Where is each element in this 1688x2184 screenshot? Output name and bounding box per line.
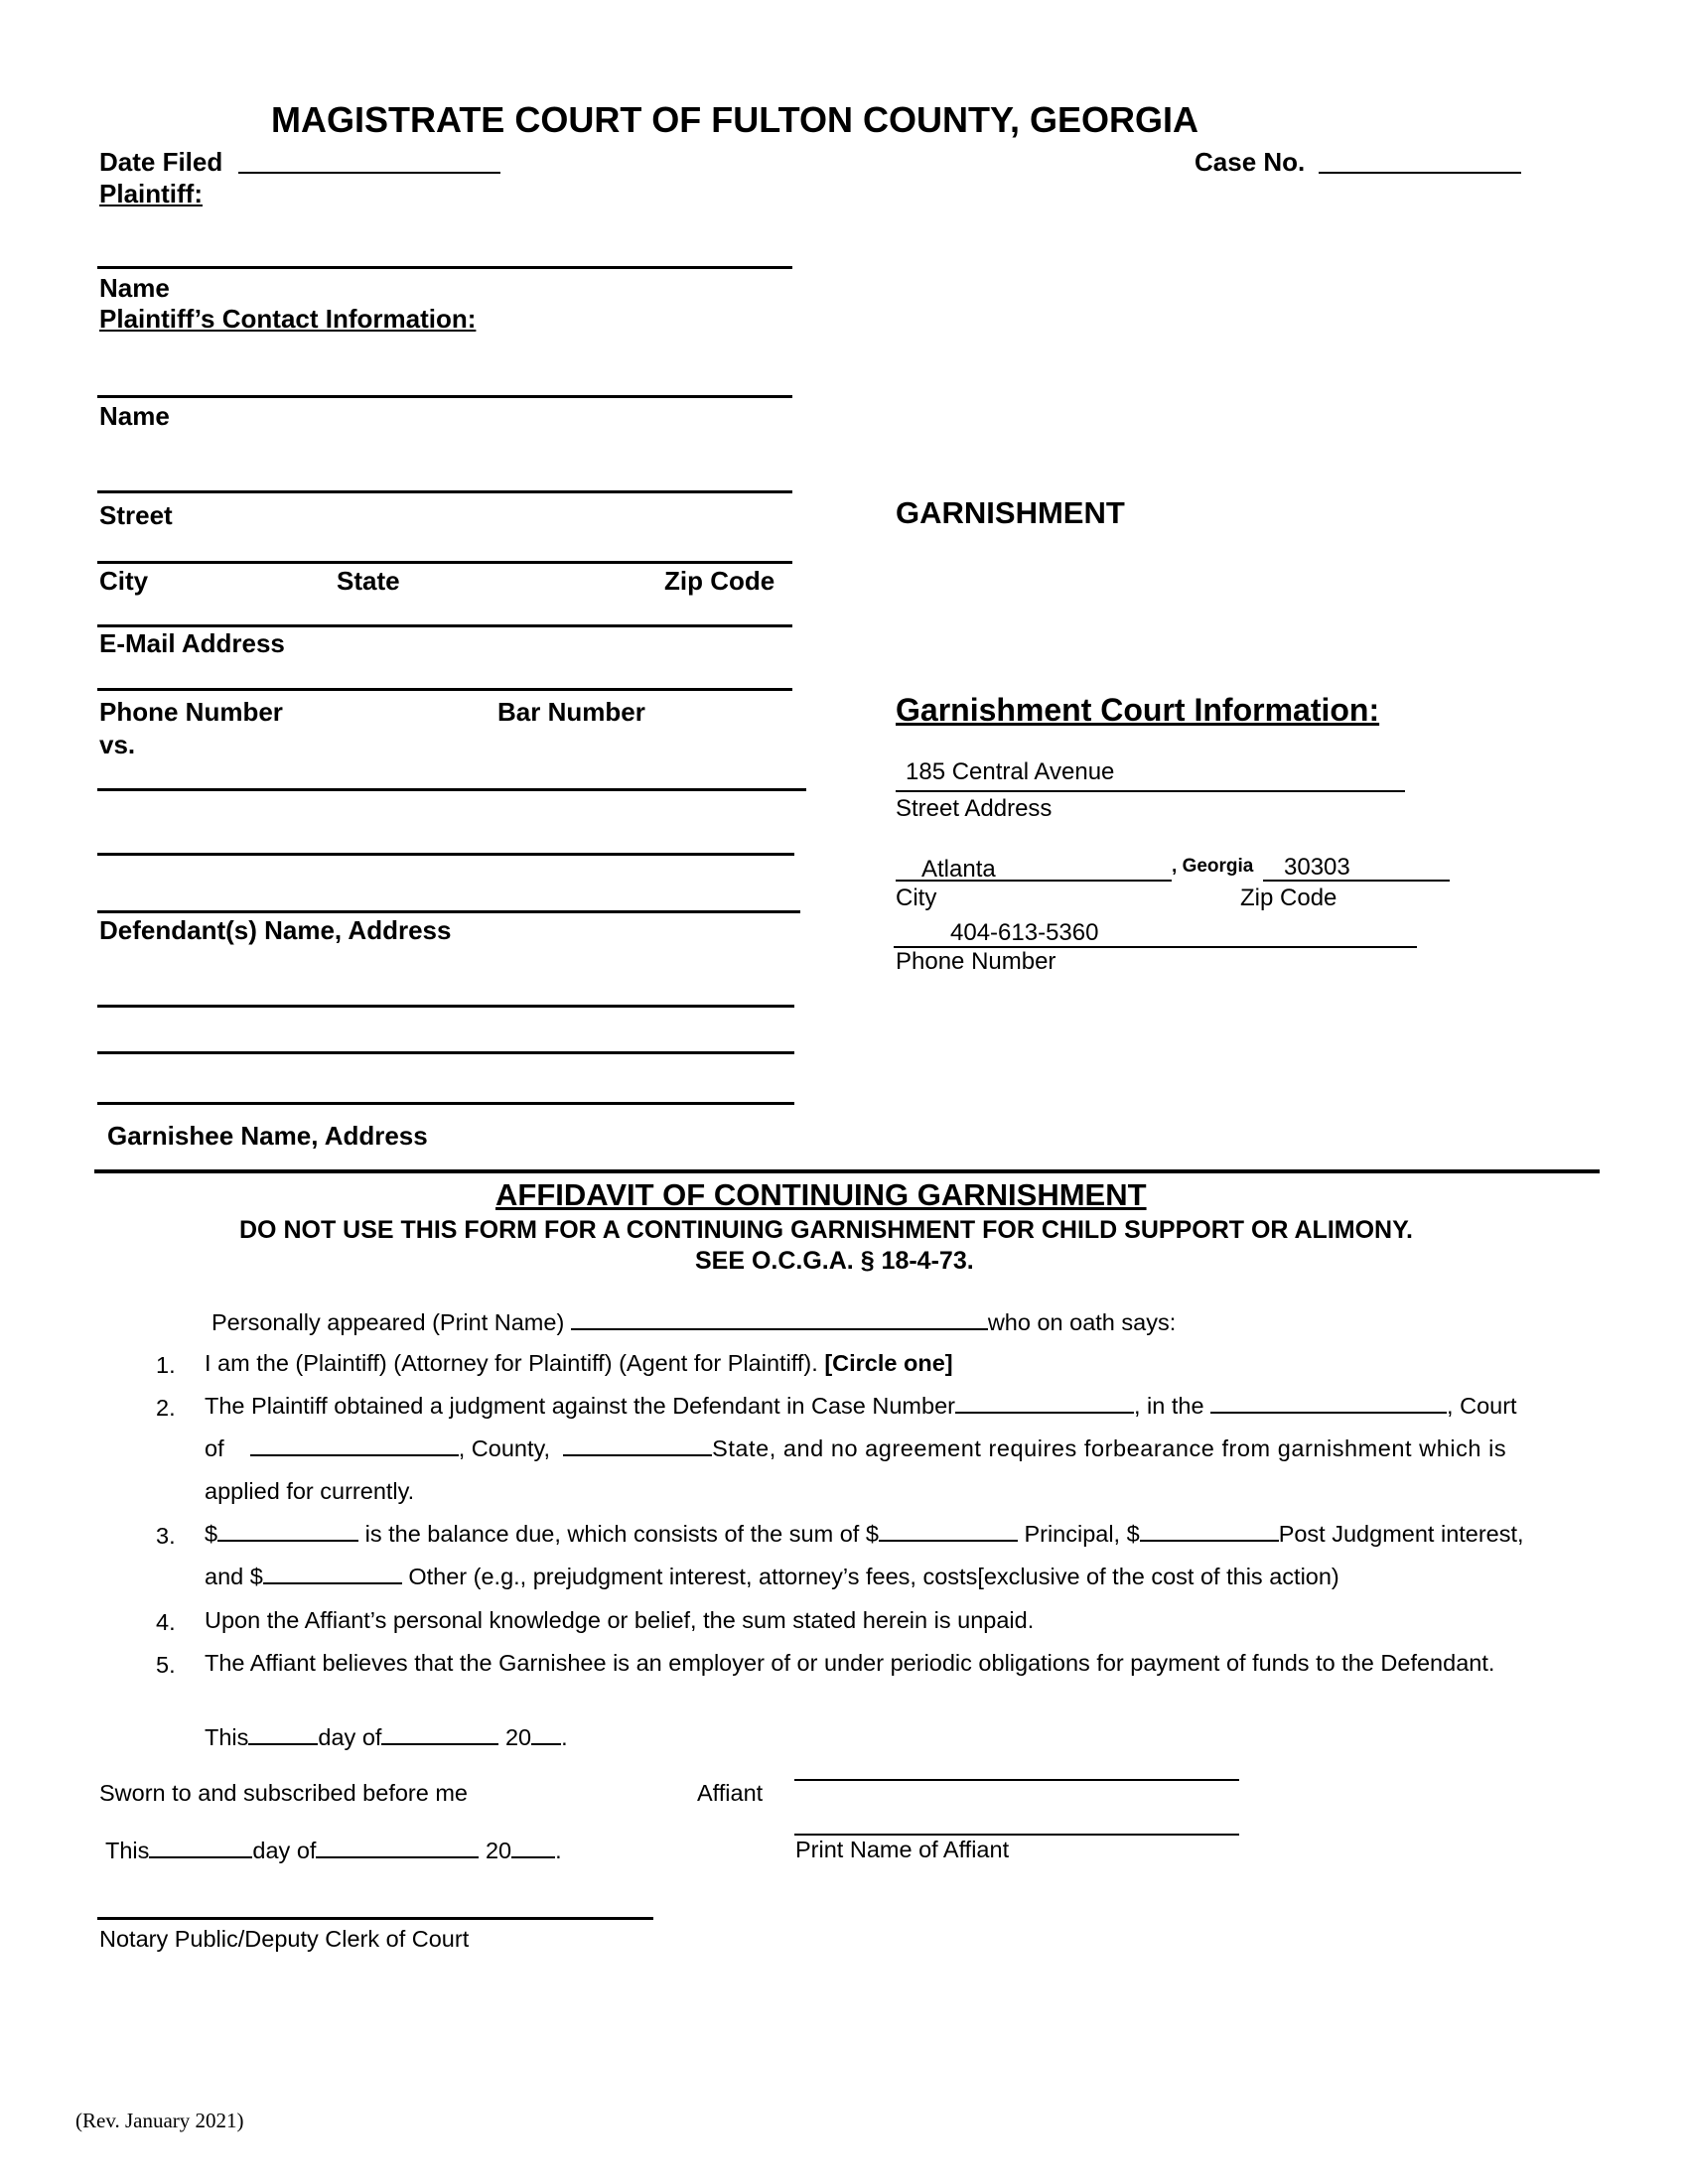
court-info-header: Garnishment Court Information:: [896, 692, 1380, 728]
notary-signature-line[interactable]: [97, 1917, 653, 1920]
balance-due-field[interactable]: [217, 1520, 358, 1542]
city-state-zip-field[interactable]: [97, 561, 792, 564]
garnishee-line-2[interactable]: [97, 1051, 794, 1054]
affiant-day-field[interactable]: [248, 1723, 318, 1745]
item-1-number: 1.: [156, 1352, 176, 1378]
item-3: $ is the balance due, which consists of the sum of $ Principal, $ Post Judgment interest,: [205, 1521, 1524, 1547]
court-street-value: 185 Central Avenue: [906, 758, 1115, 785]
state-label: State: [337, 566, 400, 596]
plaintiff-name-label: Name: [99, 273, 170, 303]
item-4-number: 4.: [156, 1609, 176, 1635]
item-2-line-3: applied for currently.: [205, 1478, 415, 1504]
defendant-line-3[interactable]: [97, 910, 800, 913]
court-city-line: [896, 880, 1172, 882]
court-street-label: Street Address: [896, 795, 1053, 822]
other-amount-field[interactable]: [263, 1563, 402, 1584]
bar-number-label: Bar Number: [497, 697, 645, 727]
city-label: City: [99, 566, 149, 596]
garnishee-label: Garnishee Name, Address: [107, 1121, 428, 1151]
item-5: The Affiant believes that the Garnishee is an employer of or under periodic obligations for payment of funds to the Defendant.: [205, 1650, 1495, 1676]
court-city-label: City: [896, 885, 937, 911]
notary-year-field[interactable]: [511, 1837, 555, 1858]
statute-reference: SEE O.C.G.A. § 18-4-73.: [695, 1247, 974, 1275]
item-2-number: 2.: [156, 1395, 176, 1421]
court-state-value: , Georgia: [1172, 856, 1254, 877]
court-zip-label: Zip Code: [1240, 885, 1337, 911]
zip-label: Zip Code: [664, 566, 775, 596]
court-phone-value: 404-613-5360: [950, 919, 1099, 946]
affiant-signature-line[interactable]: [794, 1779, 1239, 1781]
item-1: I am the (Plaintiff) (Attorney for Plaintiff) (Agent for Plaintiff). [Circle one]: [205, 1350, 953, 1376]
defendant-label: Defendant(s) Name, Address: [99, 915, 452, 945]
contact-name-label: Name: [99, 401, 170, 431]
court-name-field[interactable]: [1210, 1392, 1447, 1414]
street-label: Street: [99, 500, 173, 530]
revision-note: (Rev. January 2021): [75, 2109, 244, 2132]
defendant-line-1[interactable]: [97, 788, 806, 791]
date-filed-label: Date Filed: [99, 147, 223, 177]
affiant-month-field[interactable]: [381, 1723, 498, 1745]
street-field[interactable]: [97, 490, 792, 493]
court-title: MAGISTRATE COURT OF FULTON COUNTY, GEORGIA: [271, 99, 1198, 140]
vs-label: vs.: [99, 730, 136, 759]
item-3-line-2: and $ Other (e.g., prejudgment interest, attorney’s fees, costs[exclusive of the cost of this action): [205, 1564, 1339, 1589]
contact-info-header: Plaintiff’s Contact Information:: [99, 304, 477, 334]
garnishee-line-3[interactable]: [97, 1102, 794, 1105]
principal-field[interactable]: [879, 1520, 1018, 1542]
court-phone-label: Phone Number: [896, 948, 1056, 975]
affidavit-title: AFFIDAVIT OF CONTINUING GARNISHMENT: [495, 1177, 1147, 1212]
court-street-line: [896, 790, 1405, 792]
item-5-number: 5.: [156, 1652, 176, 1678]
court-zip-line: [1263, 880, 1450, 882]
print-name-label: Print Name of Affiant: [795, 1837, 1010, 1862]
county-field[interactable]: [250, 1434, 459, 1456]
case-no-field[interactable]: [1319, 172, 1521, 174]
case-number-field[interactable]: [955, 1392, 1134, 1414]
email-field[interactable]: [97, 624, 792, 627]
state-field[interactable]: [563, 1434, 712, 1456]
personally-appeared: Personally appeared (Print Name) who on oath says:: [211, 1309, 1177, 1335]
item-3-number: 3.: [156, 1523, 176, 1549]
sworn-text: Sworn to and subscribed before me: [99, 1780, 468, 1806]
post-judgment-interest-field[interactable]: [1140, 1520, 1279, 1542]
defendant-line-2[interactable]: [97, 853, 794, 856]
notary-date-line: This day of 20 .: [105, 1838, 562, 1863]
court-zip-value: 30303: [1284, 854, 1350, 881]
affiant-date-line: This day of 20 .: [205, 1724, 568, 1750]
item-2: The Plaintiff obtained a judgment against the Defendant in Case Number , in the , Court: [205, 1393, 1517, 1419]
contact-name-field[interactable]: [97, 395, 792, 398]
print-name-line[interactable]: [794, 1834, 1239, 1836]
item-4: Upon the Affiant’s personal knowledge or belief, the sum stated herein is unpaid.: [205, 1607, 1035, 1633]
plaintiff-name-field[interactable]: [97, 266, 792, 269]
notary-label: Notary Public/Deputy Clerk of Court: [99, 1926, 470, 1952]
phone-bar-field[interactable]: [97, 688, 792, 691]
phone-label: Phone Number: [99, 697, 283, 727]
plaintiff-label: Plaintiff:: [99, 179, 203, 208]
affiant-year-field[interactable]: [531, 1723, 561, 1745]
garnishment-title: GARNISHMENT: [896, 495, 1125, 530]
email-label: E-Mail Address: [99, 628, 285, 658]
section-divider: [94, 1169, 1600, 1173]
notary-month-field[interactable]: [316, 1837, 479, 1858]
notary-day-field[interactable]: [149, 1837, 252, 1858]
garnishee-line-1[interactable]: [97, 1005, 794, 1008]
affiant-label: Affiant: [697, 1780, 764, 1806]
item-2-line-2: of , County, State, and no agreement requires forbearance from garnishment which is: [205, 1435, 1507, 1461]
court-city-value: Atlanta: [921, 856, 996, 883]
affiant-print-name-field[interactable]: [571, 1308, 988, 1330]
date-filed-field[interactable]: [238, 172, 500, 174]
case-no-label: Case No.: [1195, 147, 1306, 177]
affidavit-warning: DO NOT USE THIS FORM FOR A CONTINUING GARNISHMENT FOR CHILD SUPPORT OR ALIMONY.: [239, 1216, 1413, 1244]
